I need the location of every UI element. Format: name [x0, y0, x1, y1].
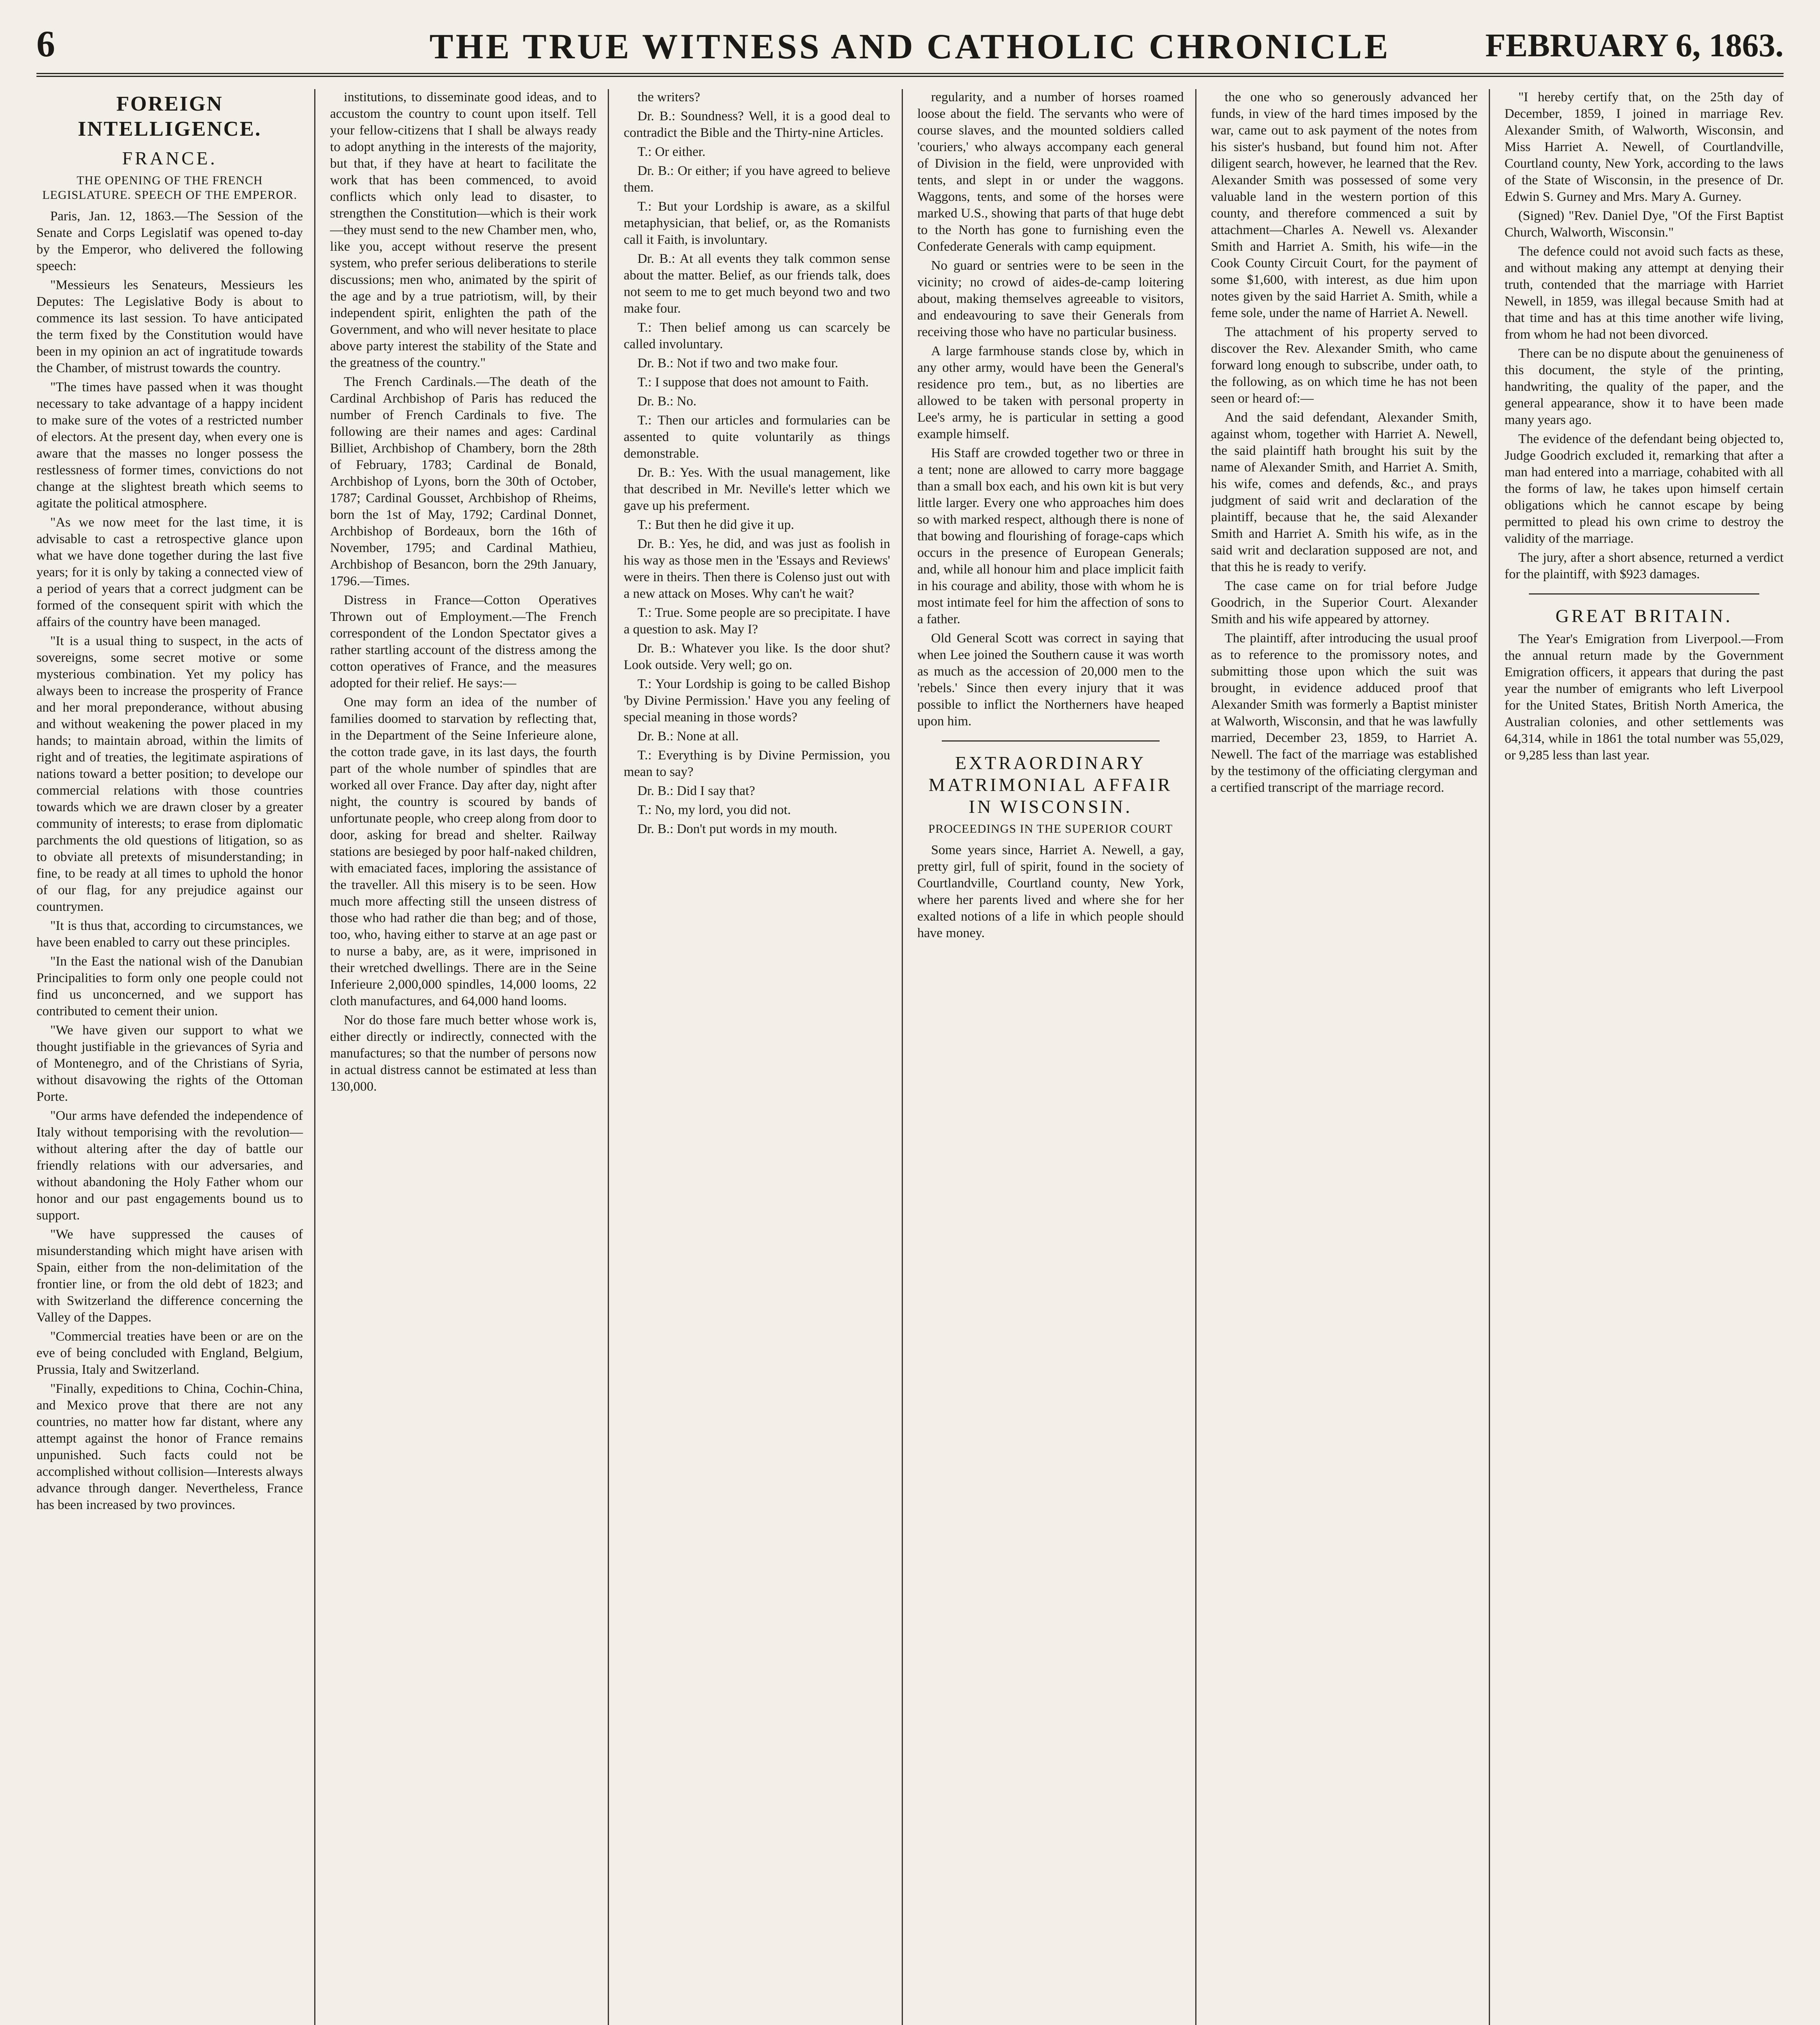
- paragraph: T.: Your Lordship is going to be called Bishop 'by Divine Permission.' Have you any feeling of special meaning in those words?: [624, 677, 890, 725]
- column-5: [1211, 89, 1490, 2025]
- paragraph: regularity, and a number of horses roamed loose about the field. The servants who were of course slaves, and the mounted soldiers called 'couriers,' who always accompany each general of Division in the field, were unprovided with tents, and slept in or under the waggons. Waggons, tents, and some of the horses were marked U.S., showing that parts of that huge debt to the North has gone to furnishing even the Confederate Generals with camp equipment.: [917, 90, 1184, 254]
- paragraph: Paris, Jan. 12, 1863.—The Session of the Senate and Corps Legislatif was opened to-day by the Emperor, who delivered the following speech:: [36, 209, 303, 273]
- paragraph: No guard or sentries were to be seen in the vicinity; no crowd of aides-de-camp loitering about, making themselves agreeable to visitors, and endeavouring to save their Generals from receiving those who have no particular business.: [917, 258, 1184, 339]
- paragraph: T.: But your Lordship is aware, as a skilful metaphysician, that belief, or, as the Romanists call it Faith, is involuntary.: [624, 199, 890, 247]
- country-heading: FRANCE.: [122, 148, 217, 168]
- paragraph: The attachment of his property served to discover the Rev. Alexander Smith, who came forward long enough to subscribe, under oath, to the following, as on which time he has not been seen or heard of:—: [1211, 325, 1477, 406]
- paragraph: T.: True. Some people are so precipitate. I have a question to ask. May I?: [624, 605, 890, 637]
- section-heading: FOREIGN INTELLIGENCE.: [78, 92, 262, 141]
- paragraph: Dr. B.: Don't put words in my mouth.: [637, 822, 837, 836]
- paragraph: Old General Scott was correct in saying that when Lee joined the Southern cause it was worth as much as the accession of 20,000 men to the 'rebels.' Since then every injury that it was possible to inflict the Northerners have heaped upon him.: [917, 631, 1184, 729]
- article-body: [1211, 89, 1477, 796]
- paragraph: "In the East the national wish of the Danubian Principalities to form only one people could not find us unconcerned, and we support has contributed to cement their union.: [36, 954, 303, 1019]
- paragraph: Dr. B.: Soundness? Well, it is a good deal to contradict the Bible and the Thirty-nine Articles.: [624, 109, 890, 140]
- paragraph: T.: But then he did give it up.: [637, 518, 794, 532]
- paragraph: Dr. B.: Or either; if you have agreed to believe them.: [624, 164, 890, 195]
- paragraph: T.: No, my lord, you did not.: [637, 803, 791, 817]
- paragraph: There can be no dispute about the genuineness of this document, the style of the printing, handwriting, the quality of the paper, and the general appearance, show it to have been made many years ago.: [1504, 346, 1784, 427]
- article-body: [330, 89, 596, 1095]
- paragraph: The case came on for trial before Judge Goodrich, in the Superior Court. Alexander Smith and his wife appeared by attorney.: [1211, 579, 1477, 627]
- paragraph: (Signed) "Rev. Daniel Dye, "Of the First Baptist Church, Walworth, Wisconsin.": [1504, 209, 1784, 240]
- paragraph: T.: I suppose that does not amount to Faith.: [637, 375, 869, 390]
- article-columns: [36, 89, 1784, 2025]
- article-body: [917, 89, 1184, 730]
- paragraph: The French Cardinals.—The death of the Cardinal Archbishop of Paris has reduced the number of French Cardinals to five. The following are their names and ages: Cardinal Billiet, Archbishop of Chambery, born the 28th of February, 1783; Cardinal de Bonald, Archbishop of Lyons, born the 30th of October, 1787; Cardinal Gousset, Archbishop of Rheims, born the 1st of May, 1792; Cardinal Donnet, Archbishop of Bordeaux, born the 16th of November, 1795; and Cardinal Mathieu, Archbishop of Besancon, born the 29th January, 1796.—Times.: [330, 375, 597, 588]
- paragraph: "The times have passed when it was thought necessary to take advantage of a happy incident to make sure of the votes of a restricted number of electors. At the present day, when every one is aware that the masses no longer possess the restlessness of former times, convictions do not change at the slightest breath which seems to agitate the political atmosphere.: [36, 380, 303, 511]
- paragraph: "We have suppressed the causes of misunderstanding which might have arisen with Spain, either from the non-delimitation of the frontier line, or from the old debt of 1823; and with Switzerland the difference concerning the Valley of the Dappes.: [36, 1227, 303, 1325]
- column-6: [1505, 89, 1784, 2025]
- masthead: [36, 12, 1784, 77]
- column-3: [624, 89, 903, 2025]
- article-body: [624, 89, 890, 838]
- paragraph: Dr. B.: Whatever you like. Is the door shut? Look outside. Very well; go on.: [624, 641, 890, 672]
- paragraph: T.: Then belief among us can scarcely be called involuntary.: [624, 320, 890, 352]
- paragraph: the one who so generously advanced her funds, in view of the hard times imposed by the war, came out to ask payment of the notes from his sister's husband, but found him not. After diligent search, however, he learned that the Rev. Alexander Smith was possessed of some very valuable land in the western portion of this county, and therefore commenced a suit by attachment—Charles A. Newell vs. Alexander Smith and Harriet A. Smith, his wife—in the Cook County Circuit Court, for the payment of some $1,600, with interest, as due him upon notes given by the said Harriet A. Smith, while a feme sole, under the name of Harriet A. Newell.: [1211, 90, 1477, 320]
- paragraph: Dr. B.: Yes, he did, and was just as foolish in his way as those men in the 'Essays and Reviews' were in theirs. Then there is Colenso just out with a new attack on Moses. Why can't he wait?: [624, 537, 890, 601]
- paragraph: "Commercial treaties have been or are on the eve of being concluded with England, Belgium, Prussia, Italy and Switzerland.: [36, 1329, 303, 1377]
- paragraph: The plaintiff, after introducing the usual proof as to reference to the promissory notes, and submitting those upon which the suit was brought, in evidence adduced proof that Alexander Smith was formerly a Baptist minister at Walworth, Wisconsin, and that he was lawfully married, December 23, 1859, to Harriet A. Newell. The fact of the marriage was established by the testimony of the officiating clergyman and a certified transcript of the marriage record.: [1211, 631, 1477, 795]
- page-number: 6: [36, 23, 55, 64]
- paragraph: T.: Everything is by Divine Permission, you mean to say?: [624, 748, 890, 779]
- paragraph: Dr. B.: No.: [637, 394, 697, 409]
- article-body: [1505, 89, 1784, 583]
- paragraph: "We have given our support to what we thought justifiable in the grievances of Syria and of Montenegro, and of the Christians of Syria, without disavowing the rights of the Ottoman Porte.: [36, 1023, 303, 1104]
- column-1: [36, 89, 315, 2025]
- paragraph: T.: Then our articles and formularies can be assented to quite voluntarily as things demonstrable.: [624, 413, 890, 461]
- paragraph: "Messieurs les Senateurs, Messieurs les Deputes: The Legislative Body is about to commence its last session. To have anticipated the term fixed by the Constitution would have been in my opinion an act of ingratitude towards the Chamber, of mistrust towards the country.: [36, 278, 303, 375]
- newspaper-title: THE TRUE WITNESS AND CATHOLIC CHRONICLE: [429, 27, 1391, 66]
- column-4: [917, 89, 1196, 2025]
- paragraph: "It is thus that, according to circumstances, we have been enabled to carry out these principles.: [36, 919, 303, 950]
- paragraph: The jury, after a short absence, returned a verdict for the plaintiff, with $923 damages.: [1504, 550, 1784, 582]
- paragraph: "As we now meet for the last time, it is advisable to cast a retrospective glance upon what we have done together during the last five years; for it is only by taking a connected view of a period of years that a correct judgment can be formed of the consequent spirit with which the affairs of the country have been managed.: [36, 515, 303, 629]
- paragraph: Distress in France—Cotton Operatives Thrown out of Employment.—The French correspondent of the London Spectator gives a rather startling account of the distress among the cotton operatives of France, and the measures adopted for their relief. He says:—: [330, 593, 597, 691]
- issue-date: FEBRUARY 6, 1863.: [1485, 27, 1784, 64]
- paragraph: "I hereby certify that, on the 25th day of December, 1859, I joined in marriage Rev. Alexander Smith, of Walworth, Wisconsin, and Miss Harriet A. Newell, of Courtlandville, Courtland county, New York, according to the laws of the State of Wisconsin, in the presence of Dr. Edwin S. Gurney and Mrs. Mary A. Gurney.: [1504, 90, 1784, 204]
- paragraph: institutions, to disseminate good ideas, and to accustom the country to count upon itself. Tell your fellow-citizens that I shall be always ready to adopt anything in the interests of the majority, but that, if they have at heart to facilitate the work that has been commenced, to avoid conflicts which only lead to disaster, to strengthen the Constitution—which is their work—they must send to the new Chamber men, who, like you, accept without reserve the present system, who prefer serious deliberations to sterile discussions; men who, animated by the spirit of the age and by a true patriotism, will, by their independent spirit, enlighten the path of the Government, and who will never hesitate to place above party interest the stability of the State and the greatness of the country.": [330, 90, 597, 370]
- article-subheading: THE OPENING OF THE FRENCH LEGISLATURE. SPEECH OF THE EMPEROR.: [42, 174, 297, 202]
- paragraph: "Our arms have defended the independence of Italy without temporising with the revolution—without altering after the day of battle our friendly relations with our adversaries, and without abandoning the Holy Father whom our honor and our past engagements bound us to support.: [36, 1108, 303, 1223]
- article-heading: EXTRAORDINARY MATRIMONIAL AFFAIR IN WISCONSIN.: [928, 752, 1173, 817]
- paragraph: Dr. B.: None at all.: [637, 729, 739, 744]
- paragraph: Some years since, Harriet A. Newell, a gay, pretty girl, full of spirit, found in the society of Courtlandville, Courtland county, New York, where her parents lived and where she for her exalted notions of a life in which people should have money.: [917, 843, 1184, 940]
- divider: [1529, 593, 1759, 595]
- paragraph: Dr. B.: At all events they talk common sense about the matter. Belief, as our friends talk, does not seem to me to get much beyond two and two make four.: [624, 252, 890, 316]
- paragraph: The evidence of the defendant being objected to, Judge Goodrich excluded it, remarking that after a man had entered into a marriage, cohabited with all the forms of law, he takes upon himself certain obligations which he cannot escape by being permitted to plead his own crime to destroy the validity of the marriage.: [1504, 432, 1784, 546]
- paragraph: A large farmhouse stands close by, which in any other army, would have been the General's residence pro tem., but, as no liberties are allowed to be taken with personal property in Lee's army, he is particular in setting a good example himself.: [917, 344, 1184, 441]
- column-2: [330, 89, 609, 2025]
- article-subheading: PROCEEDINGS IN THE SUPERIOR COURT: [928, 822, 1173, 836]
- paragraph: Dr. B.: Did I say that?: [637, 784, 755, 798]
- paragraph: Nor do those fare much better whose work is, either directly or indirectly, connected with the manufactures; so that the number of persons now in actual distress cannot be estimated at less than 130,000.: [330, 1013, 597, 1094]
- paragraph: Dr. B.: Not if two and two make four.: [637, 356, 839, 371]
- article-body: [36, 208, 303, 1513]
- paragraph: The Year's Emigration from Liverpool.—From the annual return made by the Government Emigration officers, it appears that during the past year the number of emigrants who left Liverpool for the United States, British North America, the Australian colonies, and other settlements was 64,314, while in 1861 the total number was 55,029, or 9,285 less than last year.: [1504, 632, 1784, 763]
- divider: [942, 740, 1160, 742]
- paragraph: "Finally, expeditions to China, Cochin-China, and Mexico prove that there are not any countries, no matter how far distant, where any attempt against the honor of France remains unpunished. Such facts could not be accomplished without collision—Interests always advance through danger. Nevertheless, France has been increased by two provinces.: [36, 1381, 303, 1512]
- paragraph: the writers?: [637, 90, 700, 104]
- paragraph: Dr. B.: Yes. With the usual management, like that described in Mr. Neville's letter which we gave up his preferment.: [624, 465, 890, 513]
- paragraph: One may form an idea of the number of families doomed to starvation by reflecting that, in the Department of the Seine Inferieure alone, the cotton trade gave, in its last days, the fourth part of the whole number of spindles that are worked all over France. Day after day, night after night, the country is scoured by bands of unfortunate people, who creep along from door to door, asking for bread and shelter. Railway stations are besieged by poor half-naked children, with emaciated faces, imploring the assistance of the traveller. All this misery is to be seen. How much more affecting still the unseen distress of those who had rather die than beg; and of those, too, who, having either to starve at an age past or to nurse a baby, are, as it were, imprisoned in their wretched dwellings. There are in the Seine Inferieure 2,000,000 spindles, 14,000 looms, 22 cloth manufactures, and 64,000 hand looms.: [330, 695, 597, 1008]
- paragraph: The defence could not avoid such facts as these, and without making any attempt at denying their truth, contended that the marriage with Harriet Newell, in 1859, was illegal because Smith had at that time and has at this time another wife living, from whom he had not been divorced.: [1504, 244, 1784, 342]
- paragraph: And the said defendant, Alexander Smith, against whom, together with Harriet A. Newell, the said plaintiff hath brought his suit by the name of Alexander Smith, and Harriet A. Smith, his wife, comes and defends, &c., and prays judgment of said writ and declaration of the plaintiff, because that he, the said Alexander Smith and Harriet A. Smith his wife, as in the said writ and declaration supposed are not, and that this he is ready to verify.: [1211, 410, 1477, 574]
- paragraph: "It is a usual thing to suspect, in the acts of sovereigns, some secret motive or some mysterious combination. Yet my policy has always been to increase the prosperity of France and her moral preponderance, without abusing and without weakening the power placed in my hands; to maintain abroad, within the limits of right and of treaties, the legitimate aspirations of nations toward a better position; to develope our commercial relations with those countries towards which we are drawn closer by a greater community of interests; to erase from diplomatic parchments the old questions of litigation, so as to obviate all pretexts of misunderstanding; in fine, to be ready at all times to uphold the honor of our flag, for any prejudice against our countrymen.: [36, 634, 303, 914]
- paragraph: His Staff are crowded together two or three in a tent; none are allowed to carry more baggage than a small box each, and his own kit is but very little larger. Every one who approaches him does so with marked respect, although there is none of that bowing and flourishing of forage-caps which occurs in the presence of European Generals; and, while all honour him and place implicit faith in his courage and ability, those with whom he is most intimate feel for him the affection of sons to a father.: [917, 446, 1184, 627]
- paragraph: T.: Or either.: [637, 145, 706, 159]
- article-heading: GREAT BRITAIN.: [1555, 605, 1733, 626]
